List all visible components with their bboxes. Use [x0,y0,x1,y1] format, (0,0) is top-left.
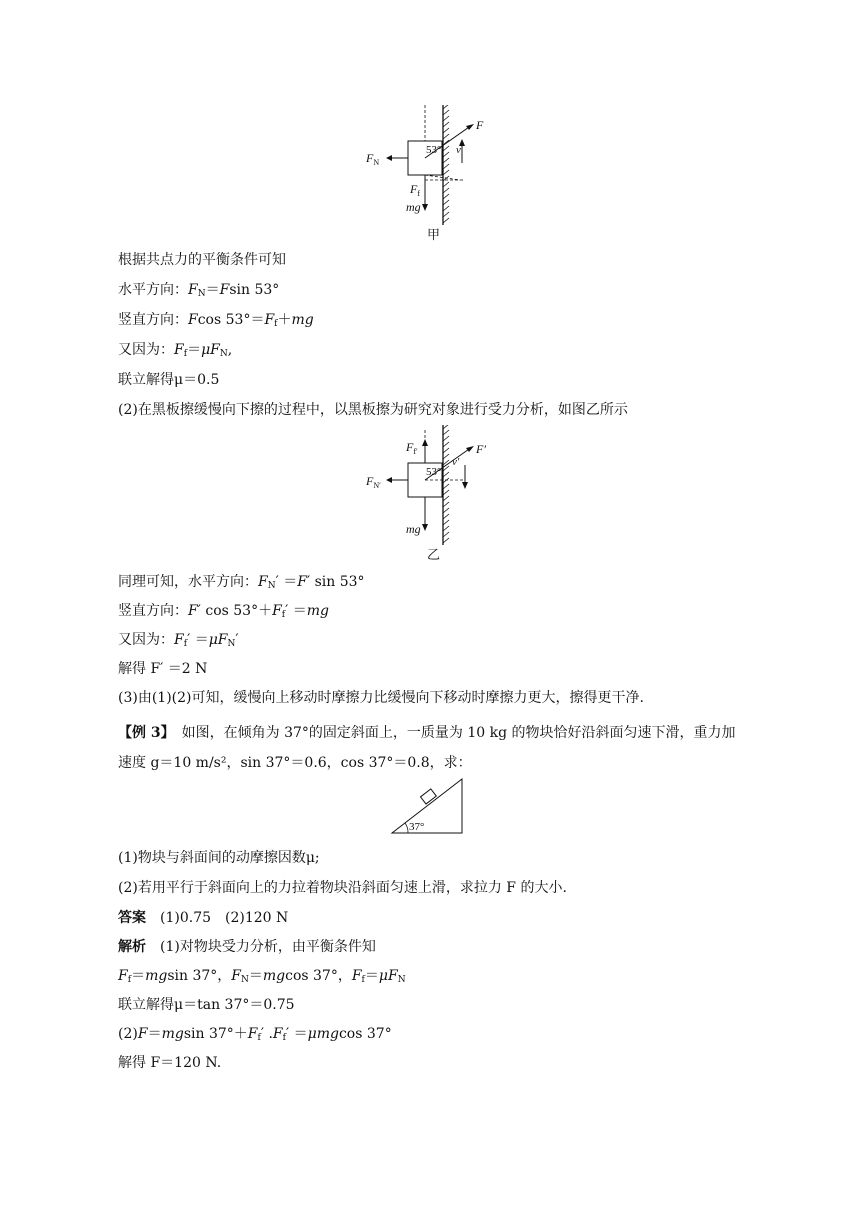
solution: 解析 (1)对物块受力分析，由平衡条件知 [118,939,376,955]
text-p7: 同理可知，水平方向：$F_N' =F'$ sin 53° [118,574,365,591]
f-label-a: F [476,118,484,132]
mg-label-a: mg [406,200,421,214]
fn-sub-b: N′ [373,481,381,490]
example-3-body: 如图，在倾角为 37°的固定斜面上，一质量为 10 kg 的物块恰好沿斜面匀速下滑，重力加速度 g＝10 m/s²，sin 37°＝0.6，cos 37°＝0.8，求： [118,725,736,771]
text-p1: 根据共点力的平衡条件可知 [118,252,286,268]
question-1: (1)物块与斜面间的动摩擦因数μ; [118,850,320,866]
solution-eq3: (2)F＝mgsin $37^\circ+F_f'$ $.F_f' =\mu mgcos$ 37° [118,1026,392,1043]
caption-jia: 甲 [427,227,441,242]
example-3 [118,718,740,778]
f-label-b: F′ [476,442,486,456]
figure-incline [390,775,470,837]
figure-yi [360,425,500,565]
text-p11: (3)由(1)(2)可知，缓慢向上移动时摩擦力比缓慢向下移动时摩擦力更大，擦得更干净. [118,690,644,706]
text-p8: 竖直方向：F′ $\cos 53^\circ+F_f' =mg$ [118,603,330,620]
answer: 答案 (1)0.75 (2)120 N [118,910,289,926]
text-p3: 竖直方向：Fcos $53^\circ=F_f+mg$ [118,312,314,329]
incline-angle: 37° [409,821,425,833]
text-p10: 解得 F′ ＝2 N [118,661,208,677]
solution-result: 解得 F＝120 N. [118,1055,222,1071]
mg-label-b: mg [406,522,421,536]
text-p4: 又因为：$F_f=\mu F_N$, [118,342,233,359]
text-p5: 联立解得μ＝0.5 [118,372,220,388]
question-2: (2)若用平行于斜面向上的力拉着物块沿斜面匀速上滑，求拉力 F 的大小. [118,880,567,896]
text-p2: 水平方向：$F_N=Fsin$ 53° [118,282,280,299]
svg-text:Ff′: $F_{f'}$ [406,440,418,456]
figure-jia [360,105,500,245]
fn-sub-a: N [373,158,380,167]
ff-sub-a: f [417,189,421,198]
text-p9: 又因为：$F_f' =\mu F_N'$ [118,632,239,649]
solution-eq2: 联立解得μ＝tan 37°＝0.75 [118,997,295,1013]
svg-text:FN: $F_N$ [366,151,380,167]
v-label-b: v′ [452,456,460,468]
example-3-tag: 【例 3】 [118,725,168,741]
svg-text:Ff: $F_f$ [410,182,421,198]
caption-yi: 乙 [427,547,441,562]
angle-label-a: 53° [426,144,442,156]
solution-eq1: $F_f=mgsin$ 37°，$F_N=mgcos$ 37°，$F_f=\mu F_N$ [118,968,406,985]
angle-label-b: 53° [426,466,442,478]
svg-text:FN′: $F_{N'}$ [366,474,381,490]
ff-sub-b: f′ [413,447,418,456]
v-label-a: v [456,144,461,156]
text-p6: (2)在黑板擦缓慢向下擦的过程中，以黑板擦为研究对象进行受力分析，如图乙所示 [118,402,628,418]
